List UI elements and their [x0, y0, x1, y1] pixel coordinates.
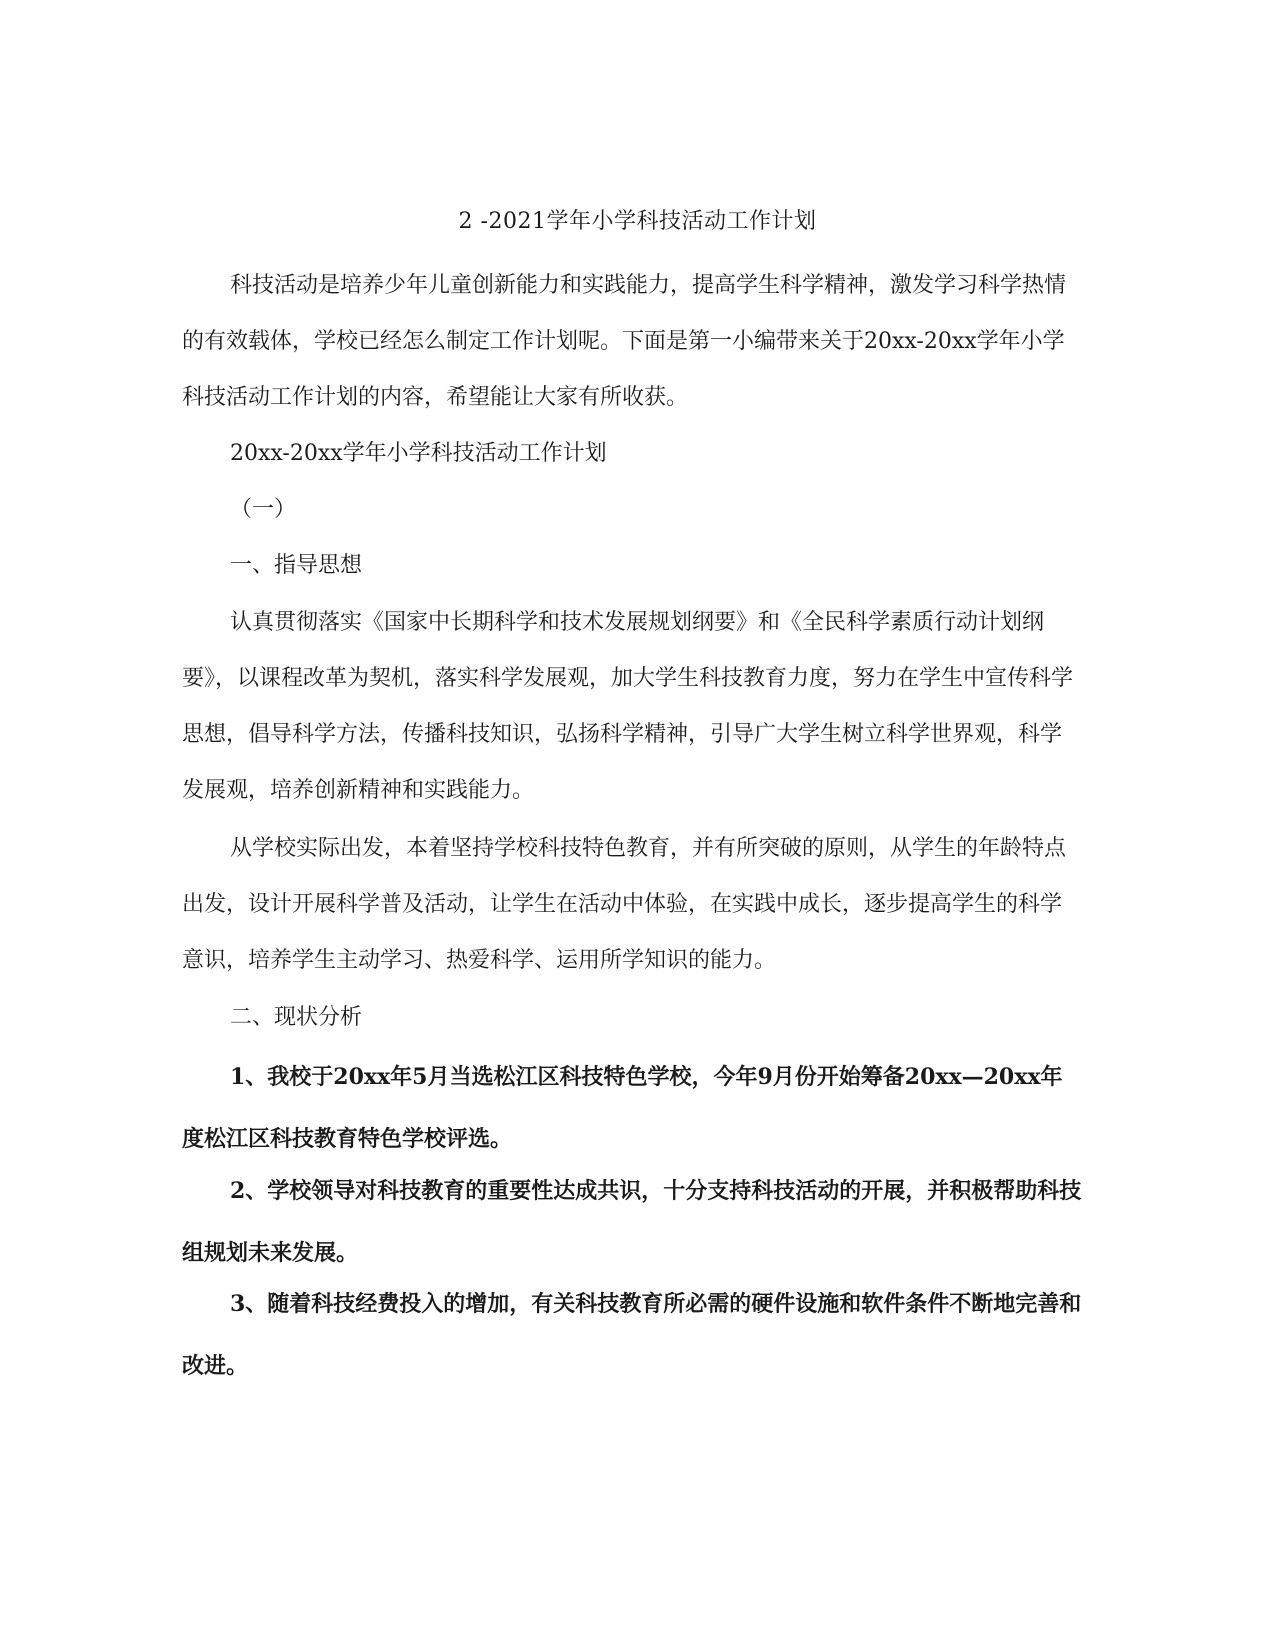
section2-item-2: 2、学校领导对科技教育的重要性达成共识，十分支持科技活动的开展，并积极帮助科技组规划未来发展。: [182, 1178, 1082, 1266]
section1-paragraph-2: 从学校实际出发，本着坚持学校科技特色教育，并有所突破的原则，从学生的年龄特点出发，设计开展科学普及活动，让学生在活动中体验，在实践中成长，逐步提高学生的科学意识，培养学生主动学习、热爱科学、运用所学知识的能力。: [182, 836, 1067, 973]
document-title: 2 -2021学年小学科技活动工作计划: [458, 209, 817, 234]
section2-item-1: 1、我校于20xx年5月当选松江区科技特色学校，今年9月份开始筹备20xx—20xx年度松江区科技教育特色学校评选。: [182, 1064, 1063, 1152]
section1-heading: 一、指导思想: [230, 553, 363, 578]
part-label: （一）: [230, 497, 297, 522]
section2-item-3: 3、随着科技经费投入的增加，有关科技教育所必需的硬件设施和软件条件不断地完善和改进。: [182, 1291, 1082, 1379]
section2-heading: 二、现状分析: [230, 1005, 363, 1030]
section1-paragraph-1: 认真贯彻落实《国家中长期科学和技术发展规划纲要》和《全民科学素质行动计划纲要》，以课程改革为契机，落实科学发展观，加大学生科技教育力度，努力在学生中宣传科学思想，倡导科学方法，传播科技知识，弘扬科学精神，引导广大学生树立科学世界观，科学发展观，培养创新精神和实践能力。: [182, 610, 1074, 803]
plan-subtitle: 20xx-20xx学年小学科技活动工作计划: [230, 441, 607, 466]
intro-paragraph: 科技活动是培养少年儿童创新能力和实践能力，提高学生科学精神，激发学习科学热情的有效载体，学校已经怎么制定工作计划呢。下面是第一小编带来关于20xx-20xx学年小学科技活动工作计划的内容，希望能让大家有所收获。: [182, 273, 1067, 410]
